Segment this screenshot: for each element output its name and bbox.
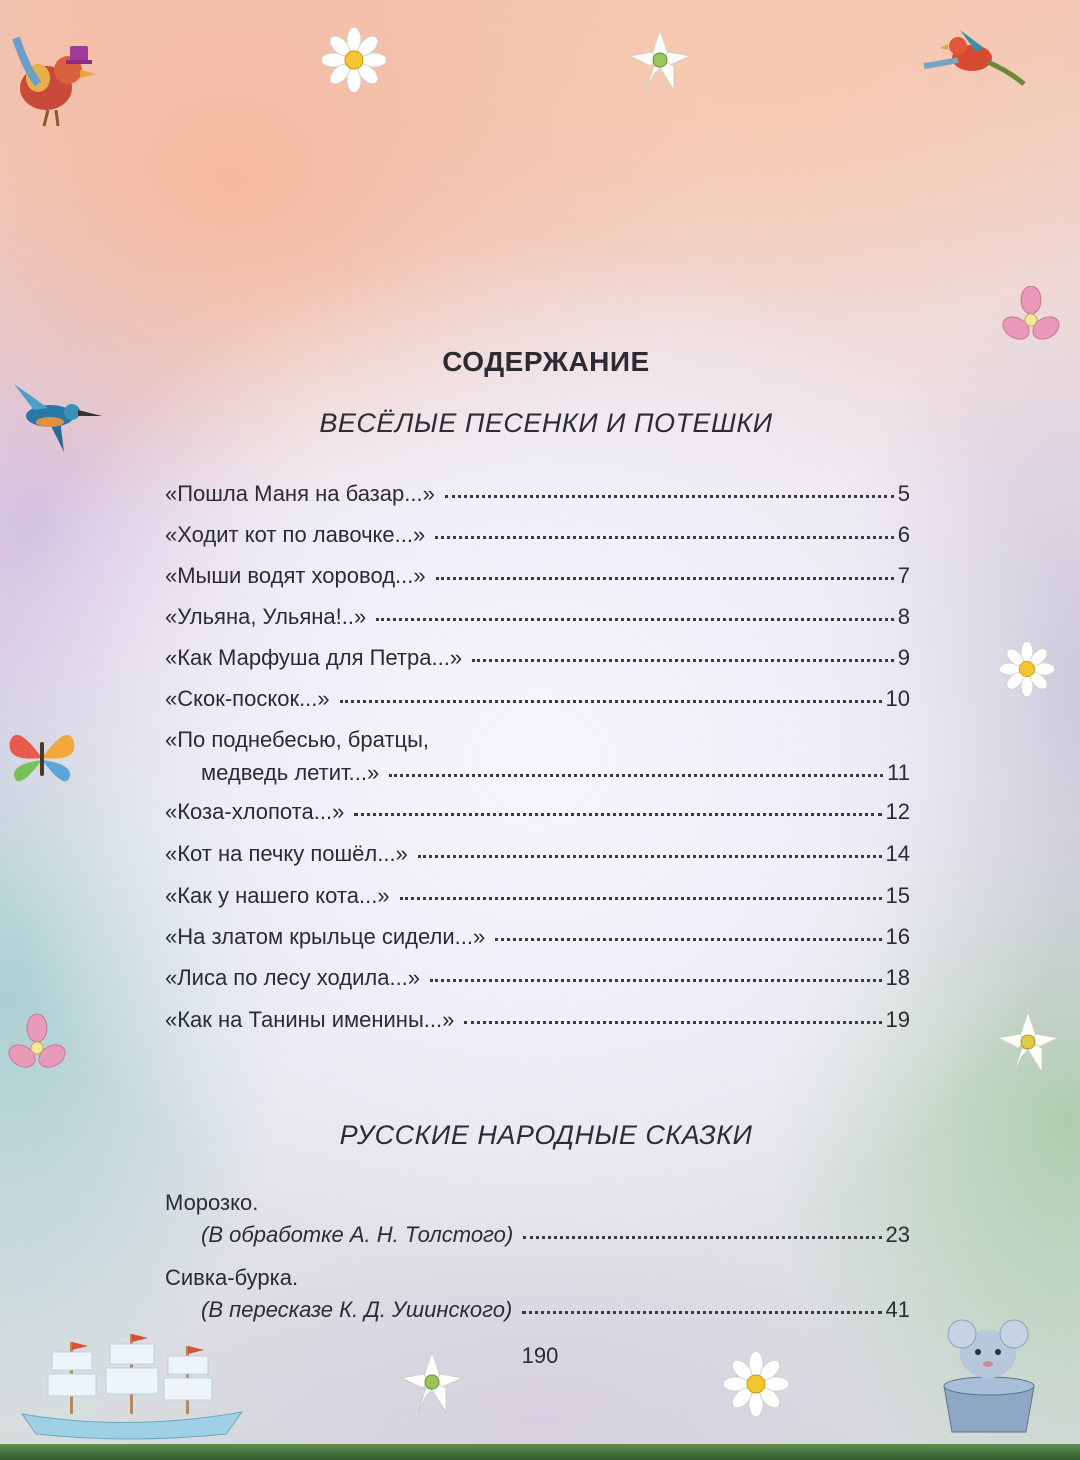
dot-leader [435, 535, 894, 539]
red-bird-illustration [920, 22, 1028, 92]
entry-page: 15 [885, 883, 910, 908]
entry-page: 8 [897, 604, 910, 629]
entry-title: Сивка-бурка. [165, 1265, 299, 1290]
entry-title: «Скок-поскок...» [165, 686, 330, 711]
dot-leader [340, 699, 882, 703]
entry-title: «Как у нашего кота...» [165, 883, 390, 908]
entry-title: «На златом крыльце сидели...» [165, 924, 486, 949]
narcissus-illustration [628, 28, 692, 92]
dot-leader [400, 896, 882, 900]
dot-leader [522, 1310, 881, 1314]
entry-page: 9 [897, 645, 910, 670]
page-number: 190 [521, 1343, 559, 1368]
entry-title: «Кот на печку пошёл...» [165, 841, 408, 866]
pink-flower-illustration [6, 1012, 68, 1078]
entry-page: 7 [897, 563, 910, 588]
dot-leader [376, 617, 894, 621]
entry-page: 5 [897, 481, 910, 506]
toc-entry [165, 1258, 910, 1330]
entry-page: 23 [885, 1222, 910, 1247]
daisy-illustration [322, 28, 386, 92]
toc-entry [165, 556, 910, 596]
dot-leader [354, 812, 881, 816]
toc-entry [165, 679, 910, 719]
entry-subtitle: (В пересказе К. Д. Ушинского) [201, 1297, 513, 1322]
entry-page: 11 [887, 760, 910, 785]
entry-title: «Мыши водят хоровод...» [165, 563, 426, 588]
pink-flower-illustration [1000, 286, 1062, 348]
bird-with-hat-illustration [8, 18, 118, 128]
entry-title: «Как на Танины именины...» [165, 1007, 455, 1032]
entry-title: «Коза-хлопота...» [165, 799, 345, 824]
toc-entry [165, 720, 910, 793]
dot-leader [523, 1235, 881, 1239]
toc-entry [165, 917, 910, 957]
entry-title: «Ульяна, Ульяна!..» [165, 604, 367, 629]
toc-entry [165, 876, 910, 916]
section-title-songs: ВЕСЁЛЫЕ ПЕСЕНКИ И ПОТЕШКИ [319, 408, 773, 438]
entry-title: «Ходит кот по лавочке...» [165, 522, 426, 547]
toc-entry [165, 792, 910, 832]
butterfly-illustration [6, 722, 78, 794]
entry-subtitle: (В обработке А. Н. Толстого) [201, 1222, 514, 1247]
entry-page: 12 [885, 799, 910, 824]
dot-leader [430, 978, 881, 982]
entry-page: 19 [885, 1007, 910, 1032]
dot-leader [436, 576, 894, 580]
dot-leader [472, 658, 894, 662]
entry-page: 41 [885, 1297, 910, 1322]
entry-title: Морозко. [165, 1190, 259, 1215]
dot-leader [418, 854, 882, 858]
section-title-tales: РУССКИЕ НАРОДНЫЕ СКАЗКИ [339, 1120, 753, 1150]
toc-heading: СОДЕРЖАНИЕ [442, 346, 650, 377]
entry-page: 6 [897, 522, 910, 547]
entry-page: 18 [885, 965, 910, 990]
toc-entry [165, 834, 910, 874]
daisy-illustration [1000, 642, 1054, 696]
dot-leader [445, 494, 894, 498]
narcissus-illustration [996, 1010, 1060, 1074]
toc-entry [165, 1000, 910, 1040]
dot-leader [495, 937, 881, 941]
toc-entry [165, 1183, 910, 1255]
entry-title-continuation: медведь летит...» [201, 760, 380, 785]
entry-page: 14 [885, 841, 910, 866]
toc-entry [165, 515, 910, 555]
toc-entry [165, 958, 910, 998]
entry-page: 10 [885, 686, 910, 711]
entry-title: «Пошла Маня на базар...» [165, 481, 435, 506]
toc-entry [165, 597, 910, 637]
toc-entry [165, 474, 910, 514]
entry-title: «По поднебесью, братцы, [165, 727, 429, 752]
toc-entry [165, 638, 910, 678]
entry-title: «Как Марфуша для Петра...» [165, 645, 463, 670]
dot-leader [389, 773, 883, 777]
dot-leader [464, 1020, 881, 1024]
mouse-in-cup-illustration [930, 1310, 1048, 1440]
entry-page: 16 [885, 924, 910, 949]
bottom-border-strip [0, 1444, 1080, 1460]
entry-title: «Лиса по лесу ходила...» [165, 965, 421, 990]
